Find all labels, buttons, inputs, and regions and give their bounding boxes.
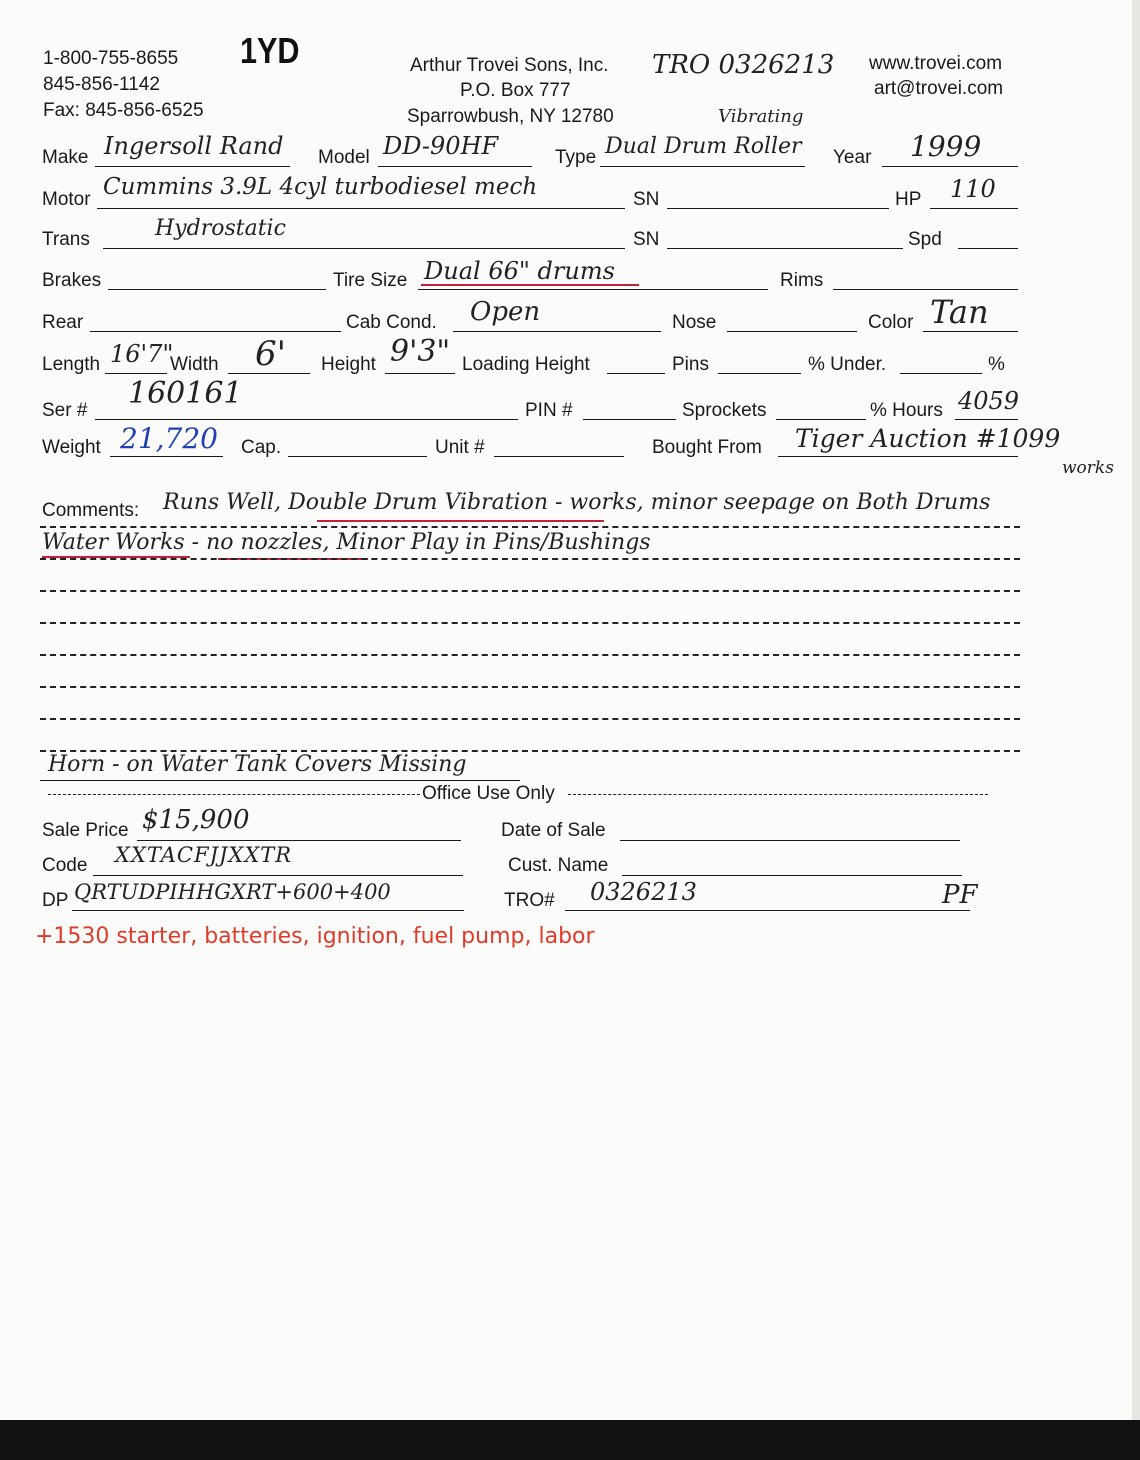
loading-height-label: Loading Height <box>462 354 590 375</box>
comments-line-1: Runs Well, Double Drum Vibration - works, minor seepage on Both Drums <box>163 490 991 515</box>
height-value: 9'3" <box>390 334 451 369</box>
rear-label: Rear <box>42 312 84 333</box>
cab-cond-value: Open <box>470 297 541 327</box>
year-line <box>882 166 1018 167</box>
type-annotation: Vibrating <box>718 106 804 127</box>
type-label: Type <box>555 147 597 168</box>
phone-2: 845-856-1142 <box>43 74 160 95</box>
length-label: Length <box>42 354 101 375</box>
cap-line <box>288 456 427 457</box>
office-divider-left <box>48 794 420 795</box>
initials: PF <box>942 880 978 910</box>
unit-line <box>494 456 624 457</box>
comment-line <box>40 718 1020 720</box>
sale-price-line <box>137 840 461 841</box>
tro-handwritten: TRO 0326213 <box>652 50 835 80</box>
height-line <box>385 373 455 374</box>
motor-line <box>97 208 625 209</box>
cab-cond-label: Cab Cond. <box>346 312 437 333</box>
cap-label: Cap. <box>241 437 282 458</box>
hours-line <box>955 419 1018 420</box>
trans-sn-line <box>667 248 903 249</box>
sprockets-line <box>776 419 866 420</box>
comment-line <box>40 590 1020 592</box>
comment-line <box>40 558 1020 560</box>
spd-label: Spd <box>908 229 942 250</box>
bought-from-value: Tiger Auction #1099 <box>795 424 1061 453</box>
nose-label: Nose <box>672 312 717 333</box>
code-label: Code <box>42 855 88 876</box>
weight-line <box>110 456 223 457</box>
motor-sn-label: SN <box>633 189 660 210</box>
length-value: 16'7" <box>110 340 174 368</box>
under-label: % Under. <box>808 354 887 375</box>
rims-label: Rims <box>780 270 824 291</box>
phone-1: 1-800-755-8655 <box>43 48 179 69</box>
comment-line <box>40 654 1020 656</box>
date-of-sale-line <box>620 840 960 841</box>
fax-number: Fax: 845-856-6525 <box>43 100 204 121</box>
office-note: +1530 starter, batteries, ignition, fuel pump, labor <box>35 924 595 949</box>
make-line <box>95 166 290 167</box>
dp-value: QRTUDPIHHGXRT+600+400 <box>74 880 391 904</box>
dp-label: DP <box>42 890 69 911</box>
make-value: Ingersoll Rand <box>104 132 284 160</box>
stamp-code: 1YD <box>240 30 300 71</box>
scan-edge <box>1132 0 1140 1420</box>
tro-value: 0326213 <box>590 878 697 906</box>
cab-cond-line <box>453 331 661 332</box>
make-label: Make <box>42 147 89 168</box>
code-value: XXTACFJJXXTR <box>115 843 293 867</box>
motor-sn-line <box>667 208 889 209</box>
type-value: Dual Drum Roller <box>605 134 802 159</box>
code-line <box>93 875 463 876</box>
comment-line <box>40 526 1020 528</box>
sprockets-label: Sprockets <box>682 400 767 421</box>
unit-label: Unit # <box>435 437 485 458</box>
motor-label: Motor <box>42 189 91 210</box>
loading-height-line <box>607 373 665 374</box>
rims-line <box>833 289 1018 290</box>
comments-label: Comments: <box>42 500 140 521</box>
hp-value: 110 <box>950 175 996 203</box>
sale-price-label: Sale Price <box>42 820 129 841</box>
weight-value: 21,720 <box>120 422 218 455</box>
comments-last-underline <box>40 780 520 781</box>
type-line <box>600 166 805 167</box>
brakes-line <box>108 289 326 290</box>
tro-label: TRO# <box>504 890 555 911</box>
cust-name-label: Cust. Name <box>508 855 609 876</box>
office-divider-right <box>568 794 988 795</box>
tire-size-red-underline <box>421 284 639 286</box>
trans-line <box>103 248 625 249</box>
model-value: DD-90HF <box>383 132 499 160</box>
length-line <box>105 373 167 374</box>
year-label: Year <box>833 147 872 168</box>
website: www.trovei.com <box>869 53 1003 74</box>
pins-line <box>718 373 801 374</box>
sale-price-value: $15,900 <box>142 805 250 835</box>
model-line <box>378 166 532 167</box>
bought-from-line <box>778 456 1018 457</box>
comments-red-underline-1 <box>317 520 604 522</box>
office-use-label: Office Use Only <box>422 783 555 804</box>
comments-line-last: Horn - on Water Tank Covers Missing <box>48 752 467 777</box>
spd-line <box>958 248 1018 249</box>
ser-label: Ser # <box>42 400 88 421</box>
hours-label: % Hours <box>870 400 943 421</box>
hp-label: HP <box>895 189 922 210</box>
width-label: Width <box>170 354 219 375</box>
height-label: Height <box>321 354 376 375</box>
comment-line <box>40 686 1020 688</box>
trans-value: Hydrostatic <box>155 216 286 241</box>
trans-sn-label: SN <box>633 229 660 250</box>
company-city: Sparrowbush, NY 12780 <box>407 106 614 127</box>
ser-value: 160161 <box>128 376 243 411</box>
pins-label: Pins <box>672 354 709 375</box>
cust-name-line <box>622 875 962 876</box>
brakes-label: Brakes <box>42 270 102 291</box>
year-value: 1999 <box>910 130 982 163</box>
motor-value: Cummins 3.9L 4cyl turbodiesel mech <box>103 174 538 200</box>
color-value: Tan <box>930 293 989 331</box>
hp-line <box>930 208 1018 209</box>
po-box: P.O. Box 777 <box>460 80 571 101</box>
rear-line <box>90 331 341 332</box>
tire-size-line <box>418 289 768 290</box>
under-suffix: % <box>988 354 1005 375</box>
nose-line <box>727 331 857 332</box>
model-label: Model <box>318 147 370 168</box>
tro-line <box>565 910 970 911</box>
under-line <box>900 373 982 374</box>
hours-value: 4059 <box>958 387 1020 415</box>
width-value: 6' <box>255 334 286 374</box>
pin-label: PIN # <box>525 400 573 421</box>
date-of-sale-label: Date of Sale <box>501 820 606 841</box>
color-line <box>923 331 1018 332</box>
comments-line-2: Water Works - no nozzles, Minor Play in Pins/Bushings <box>42 530 651 555</box>
tire-size-value: Dual 66" drums <box>424 257 615 285</box>
comments-line-1-note: works <box>1062 458 1114 478</box>
bought-from-label: Bought From <box>652 437 762 458</box>
scan-bottom-edge <box>0 1420 1140 1460</box>
color-label: Color <box>868 312 914 333</box>
dp-line <box>72 910 464 911</box>
company-name: Arthur Trovei Sons, Inc. <box>410 55 609 76</box>
pin-line <box>583 419 676 420</box>
comment-line <box>40 622 1020 624</box>
trans-label: Trans <box>42 229 90 250</box>
ser-line <box>95 419 518 420</box>
weight-label: Weight <box>42 437 101 458</box>
tire-size-label: Tire Size <box>333 270 408 291</box>
email: art@trovei.com <box>874 78 1004 99</box>
